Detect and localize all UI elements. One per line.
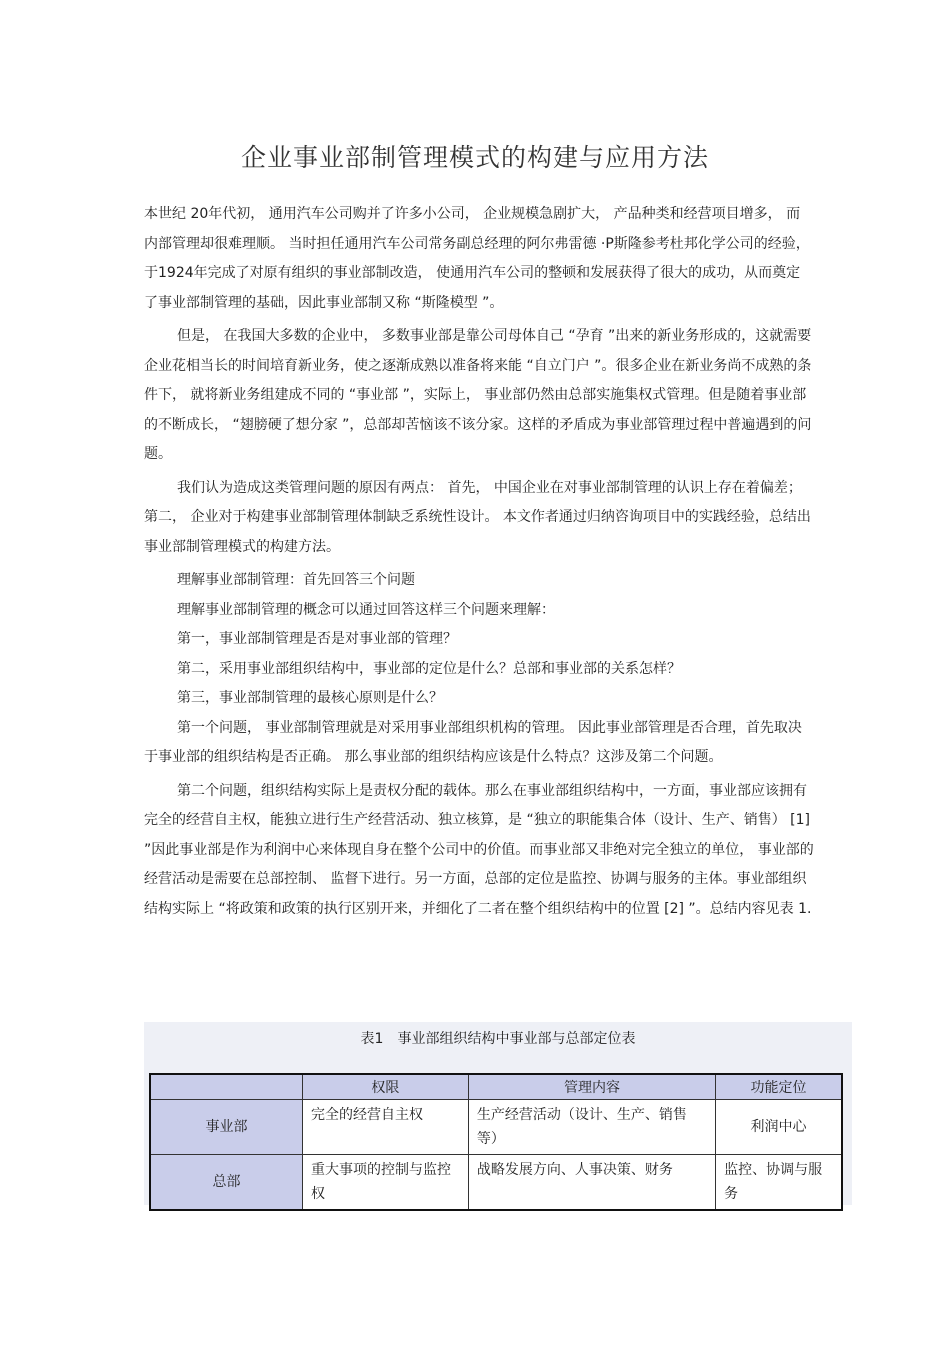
table-header-cell: 管理内容 — [468, 1074, 715, 1100]
paragraph: 理解事业部制管理的概念可以通过回答这样三个问题来理解： — [177, 601, 555, 618]
table-header-row — [150, 1074, 842, 1100]
table-caption: 表1 事业部组织结构中事业部与总部定位表 — [360, 1031, 636, 1047]
table-figure — [144, 1022, 852, 1205]
question-item: 第二，采用事业部组织结构中，事业部的定位是什么？总部和事业部的关系怎样？ — [177, 660, 681, 677]
positioning-table — [149, 1073, 843, 1211]
table-cell: 监控、协调与服务 — [716, 1155, 842, 1211]
table-row — [150, 1155, 842, 1211]
paragraph: 但是， 在我国大多数的企业中， 多数事业部是靠公司母体自己 “孕育 ”出来的新业务形成的，这就需要企业花相当长的时间培育新业务，使之逐渐成熟以准备将来能 “自立门户 ”。很多企业在新业务尚不成熟的条件下， 就将新业务组建成不同的 “事业部 ”，实际上， 事业部仍然由总部实施集权式管理。但是随着事业部的不断成长， “翅膀硬了想分家 ”，总部却苦恼该不该分家。这样的矛盾成为事业部管理过程中普遍遇到的问题。 — [144, 328, 812, 462]
table-header-cell: 功能定位 — [716, 1074, 842, 1100]
table-cell: 重大事项的控制与监控权 — [303, 1155, 469, 1211]
table-header-cell — [150, 1074, 303, 1100]
paragraph: 第一个问题， 事业部制管理就是对采用事业部组织机构的管理。 因此事业部管理是否合理，首先取决于事业部的组织结构是否正确。 那么事业部的组织结构应该是什么特点？这涉及第二个问题。 — [144, 719, 802, 765]
paragraph: 本世纪 20年代初， 通用汽车公司购并了许多小公司， 企业规模急剧扩大， 产品种类和经营项目增多， 而内部管理却很难理顺。 当时担任通用汽车公司常务副总经理的阿尔弗雷德 ·P斯隆参考杜邦化学公司的经验， 于1924年完成了对原有组织的事业部制改造， 使通用汽车公司的整顿和发展获得了很大的成功，从而奠定了事业部制管理的基础，因此事业部制又称 “斯隆模型 ”。 — [144, 206, 810, 311]
table-cell: 战略发展方向、人事决策、财务 — [468, 1155, 715, 1211]
table-row-header: 总部 — [150, 1155, 303, 1211]
section-heading: 理解事业部制管理：首先回答三个问题 — [177, 572, 415, 588]
table-row — [150, 1100, 842, 1155]
table-cell: 利润中心 — [716, 1100, 842, 1155]
document-body — [144, 200, 814, 928]
paragraph: 我们认为造成这类管理问题的原因有两点： 首先， 中国企业在对事业部制管理的认识上存在着偏差； 第二， 企业对于构建事业部制管理体制缺乏系统性设计。 本文作者通过归纳咨询项目中的实践经验，总结出事业部制管理模式的构建方法。 — [144, 479, 811, 555]
table-cell: 生产经营活动（设计、生产、销售等） — [468, 1100, 715, 1155]
question-item: 第一，事业部制管理是否是对事业部的管理？ — [177, 631, 457, 647]
document-title: 企业事业部制管理模式的构建与应用方法 — [240, 143, 709, 172]
question-item: 第三，事业部制管理的最核心原则是什么？ — [177, 690, 443, 706]
table-row-header: 事业部 — [150, 1100, 303, 1155]
paragraph: 第二个问题，组织结构实际上是责权分配的载体。那么在事业部组织结构中，一方面，事业部应该拥有完全的经营自主权，能独立进行生产经营活动、独立核算，是 “独立的职能集合体（设计、生产、销售） [1] ”因此事业部是作为利润中心来体现自身在整个公司中的价值。而事业部又非绝对完全独立的单位， 事业部的经营活动是需要在总部控制、 监督下进行。另一方面，总部的定位是监控、协调与服务的主体。事业部组织结构实际上 “将政策和政策的执行区别开来，并细化了二者在整个组织结构中的位置 [2] ”。总结内容见表 1. — [144, 782, 814, 917]
table-cell: 完全的经营自主权 — [303, 1100, 469, 1155]
table-header-cell: 权限 — [303, 1074, 469, 1100]
